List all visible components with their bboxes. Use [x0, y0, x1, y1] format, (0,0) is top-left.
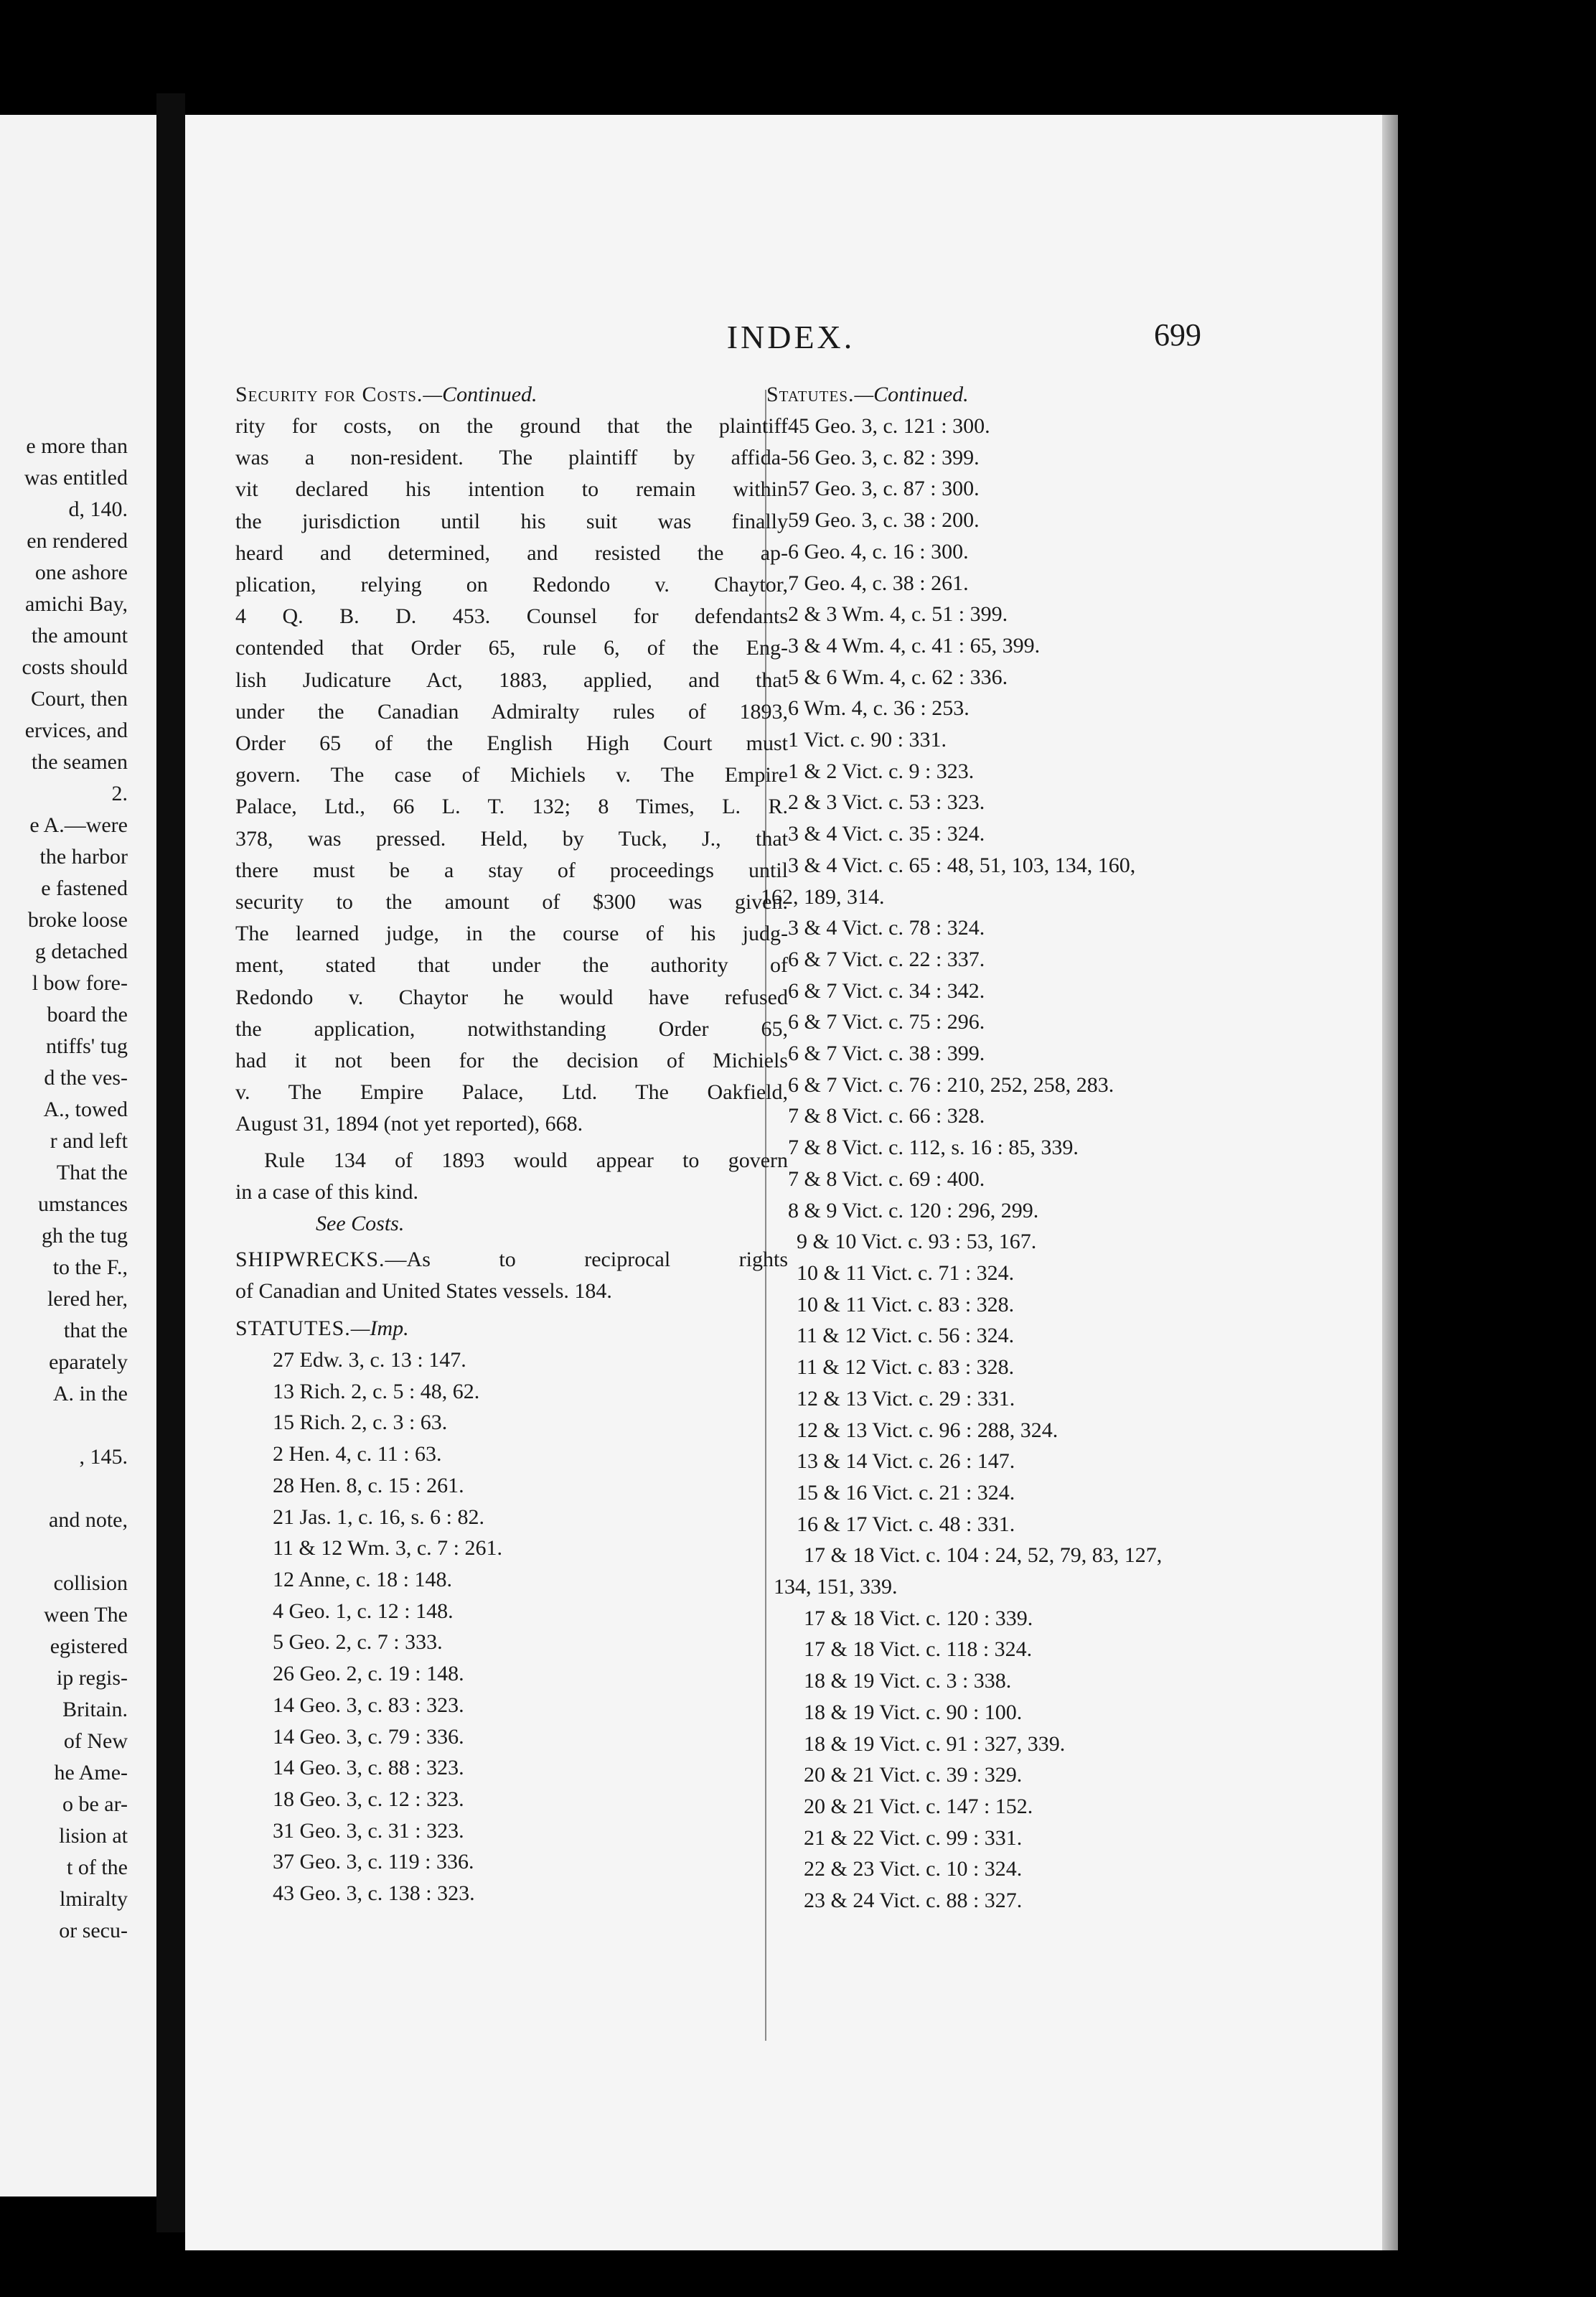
statute-entry: 3 & 4 Vict. c. 65 : 48, 51, 103, 134, 160, [788, 853, 1136, 877]
page-number: 699 [1154, 317, 1201, 352]
statute-entry: 45 Geo. 3, c. 121 : 300. [788, 414, 990, 438]
facing-page-line: ween The [44, 1603, 128, 1627]
facing-page-line: A. in the [52, 1382, 128, 1405]
statute-entry: 13 & 14 Vict. c. 26 : 147. [797, 1449, 1015, 1474]
facing-page-line: d, 140. [68, 497, 128, 521]
rule-text-line: in a case of this kind. [235, 1179, 418, 1204]
facing-page-line: e fastened [41, 876, 128, 900]
facing-page-line: costs should [22, 655, 128, 679]
facing-page-line: , 145. [79, 1445, 128, 1469]
statute-entry: 6 Wm. 4, c. 36 : 253. [788, 696, 970, 721]
statutes-continued-heading-text: Statutes. [766, 383, 855, 406]
statute-entry: 2 & 3 Wm. 4, c. 51 : 399. [788, 602, 1008, 627]
statute-entry: 7 Geo. 4, c. 38 : 261. [788, 571, 969, 595]
rule-text-line: Rule 134 of 1893 would appear to govern [264, 1148, 788, 1172]
facing-page-line: en rendered [27, 529, 128, 553]
security-text-line: govern. The case of Michiels v. The Empire [235, 763, 788, 787]
page-title: INDEX. [726, 319, 855, 355]
facing-page [0, 115, 172, 2197]
statute-entry: 6 Geo. 4, c. 16 : 300. [788, 539, 969, 563]
statute-entry: 8 & 9 Vict. c. 120 : 296, 299. [788, 1198, 1039, 1222]
statute-entry: 14 Geo. 3, c. 83 : 323. [273, 1693, 464, 1717]
facing-page-line: he Ame- [54, 1761, 128, 1784]
security-text-line: 378, was pressed. Held, by Tuck, J., that [235, 826, 788, 851]
statute-entry: 7 & 8 Vict. c. 66 : 328. [788, 1104, 985, 1128]
statute-entry: 18 & 19 Vict. c. 90 : 100. [804, 1700, 1023, 1724]
statute-entry: 56 Geo. 3, c. 82 : 399. [788, 445, 980, 469]
facing-page-line: r and left [50, 1129, 128, 1153]
facing-page-line: board the [47, 1003, 128, 1026]
security-text-line: was a non-resident. The plaintiff by affida- [235, 446, 788, 470]
statute-entry: 14 Geo. 3, c. 88 : 323. [273, 1756, 464, 1780]
statute-entry: 7 & 8 Vict. c. 69 : 400. [788, 1166, 985, 1191]
facing-page-line: or secu- [59, 1919, 128, 1942]
facing-page-line: the harbor [39, 845, 128, 869]
security-text-line: rity for costs, on the ground that the plaintiff [235, 414, 788, 438]
statute-entry: 2 Hen. 4, c. 11 : 63. [273, 1442, 442, 1466]
facing-page-line: ntiffs' tug [45, 1034, 128, 1058]
facing-page-line: 2. [111, 782, 128, 805]
facing-page-line: collision [53, 1571, 128, 1595]
statute-entry: 27 Edw. 3, c. 13 : 147. [273, 1348, 466, 1372]
statute-entry: 11 & 12 Wm. 3, c. 7 : 261. [273, 1536, 502, 1561]
right-column [752, 379, 1369, 1917]
facing-page-line: A., towed [43, 1098, 128, 1121]
statute-entry: 12 Anne, c. 18 : 148. [273, 1568, 452, 1591]
facing-page-line: eparately [49, 1350, 128, 1374]
statutes-list-imp [235, 1344, 788, 1909]
statutes-continued-heading [752, 379, 1369, 411]
facing-page-line: lision at [59, 1824, 128, 1848]
facing-page-line: Court, then [31, 687, 128, 711]
statute-entry: 1 & 2 Vict. c. 9 : 323. [788, 759, 975, 783]
statute-entry: 10 & 11 Vict. c. 83 : 328. [797, 1292, 1015, 1316]
statute-entry: 11 & 12 Vict. c. 56 : 324. [797, 1324, 1015, 1348]
statute-entry: 2 & 3 Vict. c. 53 : 323. [788, 790, 985, 815]
statute-entry: 13 Rich. 2, c. 5 : 48, 62. [273, 1379, 480, 1403]
facing-page-line: of New [63, 1729, 128, 1753]
book-gutter [156, 93, 185, 2232]
statute-entry: 21 & 22 Vict. c. 99 : 331. [804, 1825, 1023, 1850]
security-continued: —Continued. [423, 383, 538, 406]
security-text-line: contended that Order 65, rule 6, of the Eng- [235, 636, 788, 660]
security-text-line: had it not been for the decision of Michiels [235, 1049, 788, 1073]
statutes-continued-label: —Continued. [854, 383, 969, 406]
statute-entry: 20 & 21 Vict. c. 147 : 152. [804, 1794, 1033, 1818]
statute-entry: 12 & 13 Vict. c. 96 : 288, 324. [797, 1418, 1058, 1442]
security-text-line: August 31, 1894 (not yet reported), 668. [235, 1112, 583, 1136]
statute-entry: 12 & 13 Vict. c. 29 : 331. [797, 1386, 1015, 1411]
statutes-sub: —Imp. [350, 1316, 409, 1341]
statute-entry: 16 & 17 Vict. c. 48 : 331. [797, 1512, 1015, 1536]
facing-page-line: to the F., [52, 1255, 128, 1279]
shipwrecks-heading: SHIPWRECKS. [235, 1248, 385, 1272]
statute-entry: 3 & 4 Vict. c. 35 : 324. [788, 822, 985, 846]
facing-page-line: one ashore [34, 561, 128, 584]
facing-page-line: and note, [49, 1508, 128, 1532]
statutes-list-continued [752, 411, 1369, 1917]
shipwrecks-entry [235, 1244, 788, 1307]
statute-entry: 43 Geo. 3, c. 138 : 323. [273, 1881, 475, 1906]
statute-entry: 6 & 7 Vict. c. 75 : 296. [788, 1010, 985, 1034]
statute-entry: 6 & 7 Vict. c. 38 : 399. [788, 1042, 985, 1066]
statute-entry: 57 Geo. 3, c. 87 : 300. [788, 477, 980, 501]
facing-page-line: egistered [50, 1634, 128, 1658]
facing-page-line: t of the [67, 1856, 128, 1879]
facing-page-line: e A.—were [29, 813, 128, 837]
facing-page-line [123, 1536, 128, 1568]
shipwrecks-text-2: of Canadian and United States vessels. 184. [235, 1279, 612, 1304]
facing-page-line: the seamen [31, 750, 128, 774]
rule-paragraph [235, 1145, 788, 1208]
shipwrecks-line-1 [235, 1244, 788, 1276]
statute-entry: 17 & 18 Vict. c. 120 : 339. [804, 1606, 1033, 1630]
security-paragraph [235, 411, 788, 1141]
statute-entry: 7 & 8 Vict. c. 112, s. 16 : 85, 339. [788, 1136, 1079, 1160]
statute-entry: 23 & 24 Vict. c. 88 : 327. [804, 1889, 1023, 1913]
statute-entry: 134, 151, 339. [774, 1575, 898, 1599]
facing-page-line: umstances [38, 1192, 128, 1216]
facing-page-line: that the [63, 1319, 128, 1342]
security-text-line: plication, relying on Redondo v. Chaytor, [235, 573, 788, 597]
facing-page-line: l bow fore- [32, 971, 128, 995]
facing-page-line: ip regis- [56, 1666, 128, 1690]
security-text-line: there must be a stay of proceedings until [235, 858, 788, 882]
security-text-line: under the Canadian Admiralty rules of 1893, [235, 699, 788, 724]
statute-entry: 22 & 23 Vict. c. 10 : 324. [804, 1857, 1023, 1881]
statute-entry: 10 & 11 Vict. c. 71 : 324. [797, 1260, 1015, 1285]
security-text-line: 4 Q. B. D. 453. Counsel for defendants [235, 604, 788, 629]
facing-page-line: lered her, [47, 1287, 128, 1311]
security-text-line: Redondo v. Chaytor he would have refused [235, 985, 788, 1009]
statute-entry: 9 & 10 Vict. c. 93 : 53, 167. [797, 1230, 1037, 1254]
statute-entry: 18 Geo. 3, c. 12 : 323. [273, 1787, 464, 1811]
security-text-line: Palace, Ltd., 66 L. T. 132; 8 Times, L. R. [235, 795, 788, 819]
facing-page-line: g detached [34, 940, 128, 963]
security-text-line: the jurisdiction until his suit was finally [235, 509, 788, 533]
facing-page-line: That the [56, 1161, 128, 1184]
statute-entry: 28 Hen. 8, c. 15 : 261. [273, 1473, 464, 1497]
statute-entry: 37 Geo. 3, c. 119 : 336. [273, 1850, 474, 1874]
facing-page-line [123, 1410, 128, 1441]
facing-page-line: Britain. [62, 1698, 128, 1721]
statutes-heading [235, 1313, 788, 1344]
statutes-heading-text: STATUTES. [235, 1316, 351, 1341]
facing-page-line: o be ar- [62, 1792, 128, 1816]
statute-entry: 5 Geo. 2, c. 7 : 333. [273, 1630, 443, 1655]
security-text-line: the application, notwithstanding Order 65, [235, 1016, 788, 1041]
statute-entry: 15 Rich. 2, c. 3 : 63. [273, 1411, 448, 1435]
security-text-line: Order 65 of the English High Court must [235, 731, 788, 756]
see-costs-text: See Costs. [316, 1212, 405, 1236]
security-text-line: security to the amount of $300 was given. [235, 890, 788, 914]
statute-entry: 18 & 19 Vict. c. 91 : 327, 339. [804, 1731, 1066, 1756]
statute-entry: 17 & 18 Vict. c. 104 : 24, 52, 79, 83, 127, [804, 1543, 1163, 1568]
security-text-line: v. The Empire Palace, Ltd. The Oakfield, [235, 1080, 788, 1105]
facing-page-line: broke loose [27, 908, 128, 932]
statute-entry: 14 Geo. 3, c. 79 : 336. [273, 1724, 464, 1749]
facing-page-line: was entitled [24, 466, 128, 490]
statute-entry: 3 & 4 Vict. c. 78 : 324. [788, 916, 985, 940]
left-column [235, 379, 788, 1909]
statute-entry: 162, 189, 314. [761, 884, 885, 909]
statute-entry: 6 & 7 Vict. c. 76 : 210, 252, 258, 283. [788, 1072, 1114, 1097]
statute-entry: 1 Vict. c. 90 : 331. [788, 728, 947, 752]
see-costs [235, 1208, 788, 1240]
statute-entry: 17 & 18 Vict. c. 118 : 324. [804, 1637, 1033, 1662]
statute-entry: 15 & 16 Vict. c. 21 : 324. [797, 1480, 1015, 1505]
page-edge [1382, 115, 1398, 2250]
statute-entry: 5 & 6 Wm. 4, c. 62 : 336. [788, 665, 1008, 689]
statute-entry: 31 Geo. 3, c. 31 : 323. [273, 1818, 464, 1843]
facing-page-line: ervices, and [24, 719, 128, 742]
facing-page-line: e more than [26, 434, 128, 458]
facing-page-line: gh the tug [42, 1224, 128, 1248]
security-heading-text: Security for Costs. [235, 383, 423, 406]
shipwrecks-text-1: —As to reciprocal rights [385, 1248, 788, 1272]
security-text-line: heard and determined, and resisted the ap- [235, 541, 788, 565]
statute-entry: 4 Geo. 1, c. 12 : 148. [273, 1599, 454, 1623]
index-page [185, 115, 1396, 2250]
facing-page-line: the amount [31, 624, 128, 647]
facing-page-line: amichi Bay, [24, 592, 128, 616]
security-text-line: vit declared his intention to remain within [235, 477, 788, 502]
statute-entry: 20 & 21 Vict. c. 39 : 329. [804, 1763, 1023, 1787]
statute-entry: 59 Geo. 3, c. 38 : 200. [788, 508, 980, 533]
statute-entry: 26 Geo. 2, c. 19 : 148. [273, 1662, 464, 1686]
statute-entry: 3 & 4 Wm. 4, c. 41 : 65, 399. [788, 633, 1041, 658]
facing-page-line: lmiralty [60, 1887, 128, 1911]
security-text-line: ment, stated that under the authority of [235, 953, 788, 978]
statute-entry: 18 & 19 Vict. c. 3 : 338. [804, 1669, 1012, 1693]
security-heading [235, 379, 788, 411]
facing-page-line: d the ves- [44, 1066, 128, 1090]
statute-entry: 11 & 12 Vict. c. 83 : 328. [797, 1355, 1015, 1380]
security-text-line: The learned judge, in the course of his judg- [235, 922, 788, 946]
security-text-line: lish Judicature Act, 1883, applied, and that [235, 668, 788, 692]
facing-page-line [123, 1473, 128, 1505]
statute-entry: 21 Jas. 1, c. 16, s. 6 : 82. [273, 1505, 484, 1529]
statute-entry: 6 & 7 Vict. c. 22 : 337. [788, 947, 985, 971]
statute-entry: 6 & 7 Vict. c. 34 : 342. [788, 978, 985, 1003]
